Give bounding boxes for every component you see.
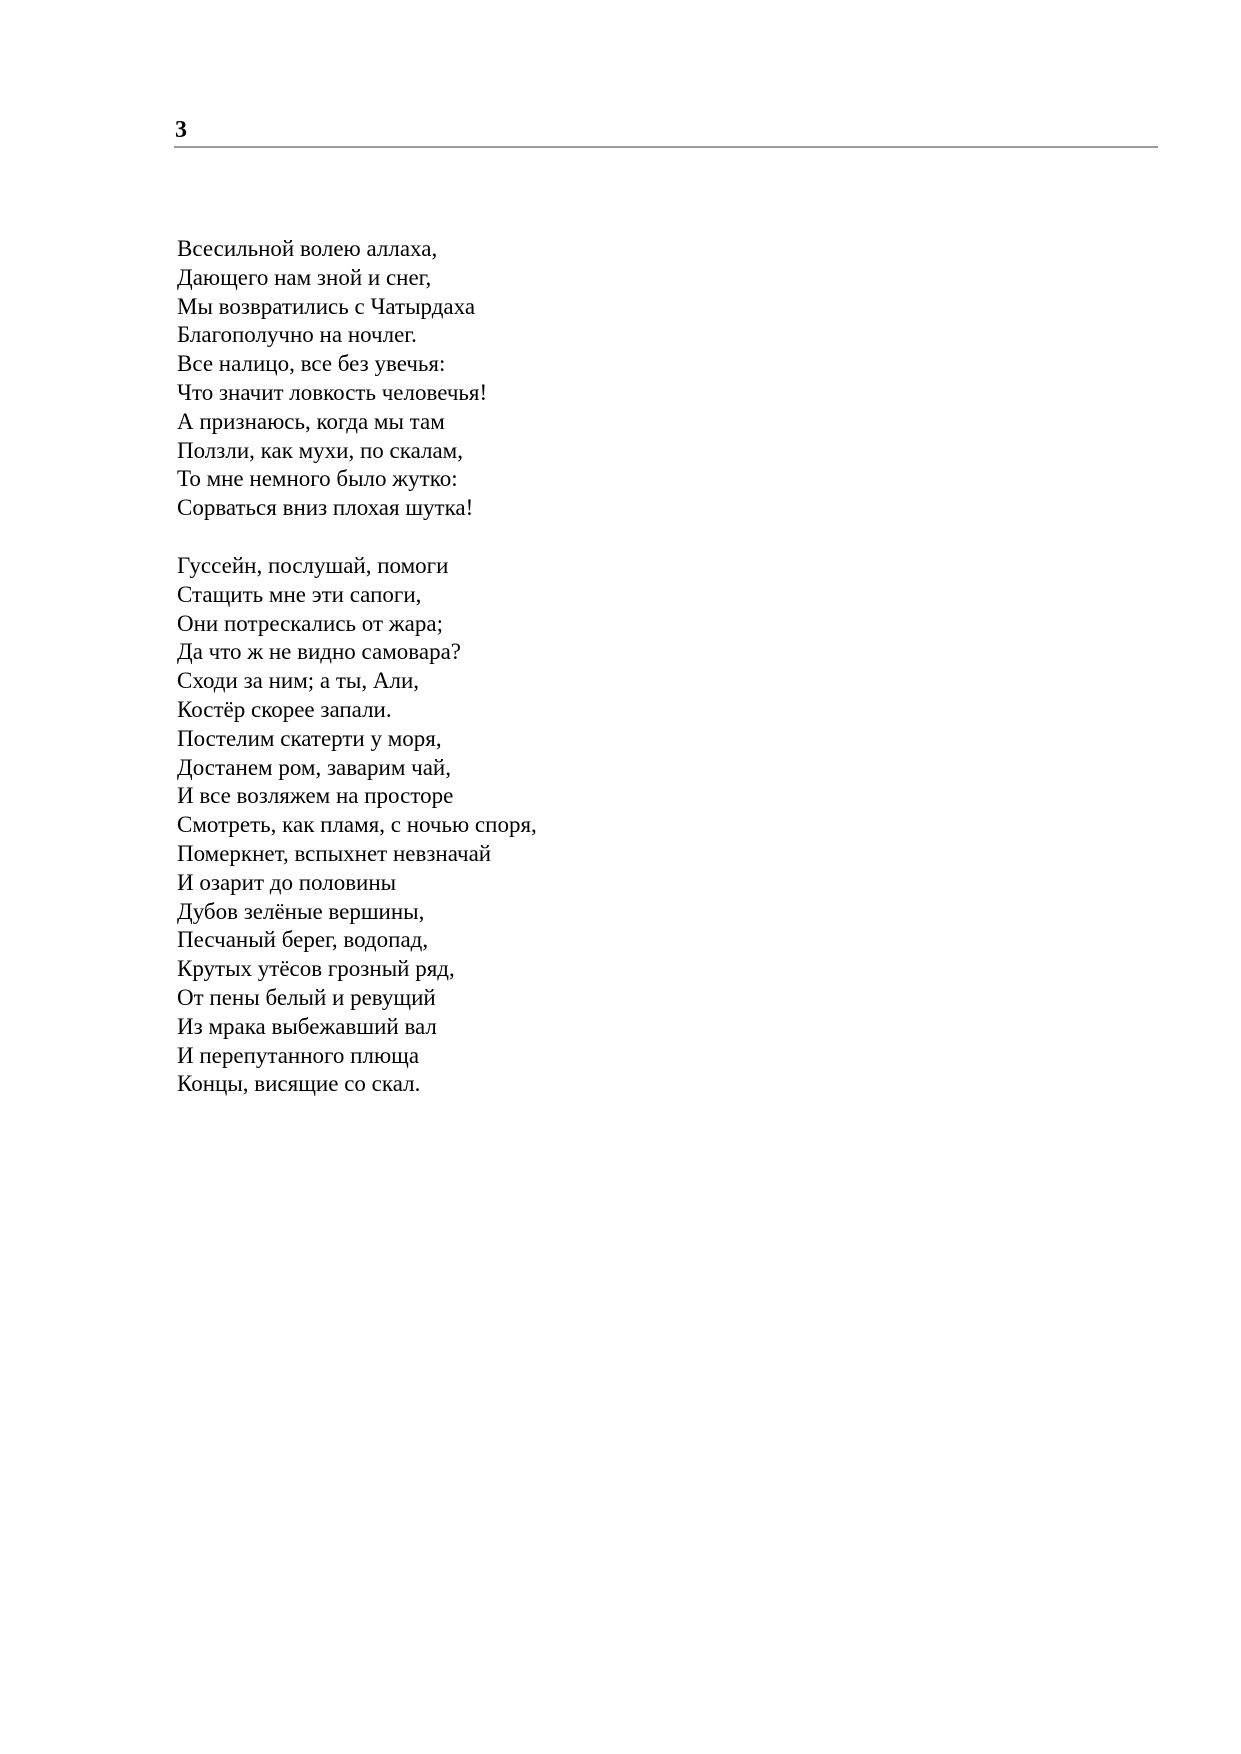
poem-line: Постелим скатерти у моря,: [177, 725, 442, 751]
header-divider: [174, 146, 1158, 148]
poem-line: И все возляжем на просторе: [177, 783, 454, 809]
poem-line: Песчаный берег, водопад,: [177, 927, 429, 953]
poem-line: Благополучно на ночлег.: [177, 322, 417, 348]
poem-line: То мне немного было жутко:: [177, 466, 458, 492]
poem-line: Всесильной волею аллаха,: [177, 236, 438, 261]
poem-line: Ползли, как мухи, по скалам,: [177, 437, 463, 463]
poem-line: Крутых утёсов грозный ряд,: [177, 956, 455, 982]
poem-line: Гуссейн, послушай, помоги: [177, 552, 449, 578]
poem-line: Стащить мне эти сапоги,: [177, 581, 422, 607]
poem-line: Сорваться вниз плохая шутка!: [177, 495, 474, 521]
poem-line: Дающего нам зной и снег,: [177, 264, 432, 290]
poem-line: Они потрескались от жара;: [177, 610, 443, 636]
poem-line: Из мрака выбежавший вал: [177, 1013, 437, 1039]
poem-line: Сходи за ним; а ты, Али,: [177, 668, 420, 694]
poem-line: Достанем ром, заварим чай,: [177, 754, 451, 780]
poem-line: И перепутанного плюща: [177, 1042, 420, 1068]
poem-line: Померкнет, вспыхнет невзначай: [177, 840, 492, 866]
poem-body: [177, 235, 937, 1099]
stanza-1: [177, 235, 937, 523]
poem-line: А признаюсь, когда мы там: [177, 408, 445, 434]
poem-line: Смотреть, как пламя, с ночью споря,: [177, 812, 537, 838]
poem-line: От пены белый и ревущий: [177, 984, 436, 1010]
page-number: 3: [175, 117, 187, 143]
poem-line: Мы возвратились с Чатырдаха: [177, 293, 476, 319]
poem-line: Что значит ловкость человечья!: [177, 379, 488, 405]
poem-line: Да что ж не видно самовара?: [177, 639, 461, 665]
poem-line: Дубов зелёные вершины,: [177, 898, 425, 924]
poem-line: И озарит до половины: [177, 869, 397, 895]
stanza-2: [177, 552, 937, 1099]
poem-line: Костёр скорее запали.: [177, 696, 392, 722]
poem-line: Все налицо, все без увечья:: [177, 351, 446, 377]
poem-line: Концы, висящие со скал.: [177, 1071, 421, 1097]
